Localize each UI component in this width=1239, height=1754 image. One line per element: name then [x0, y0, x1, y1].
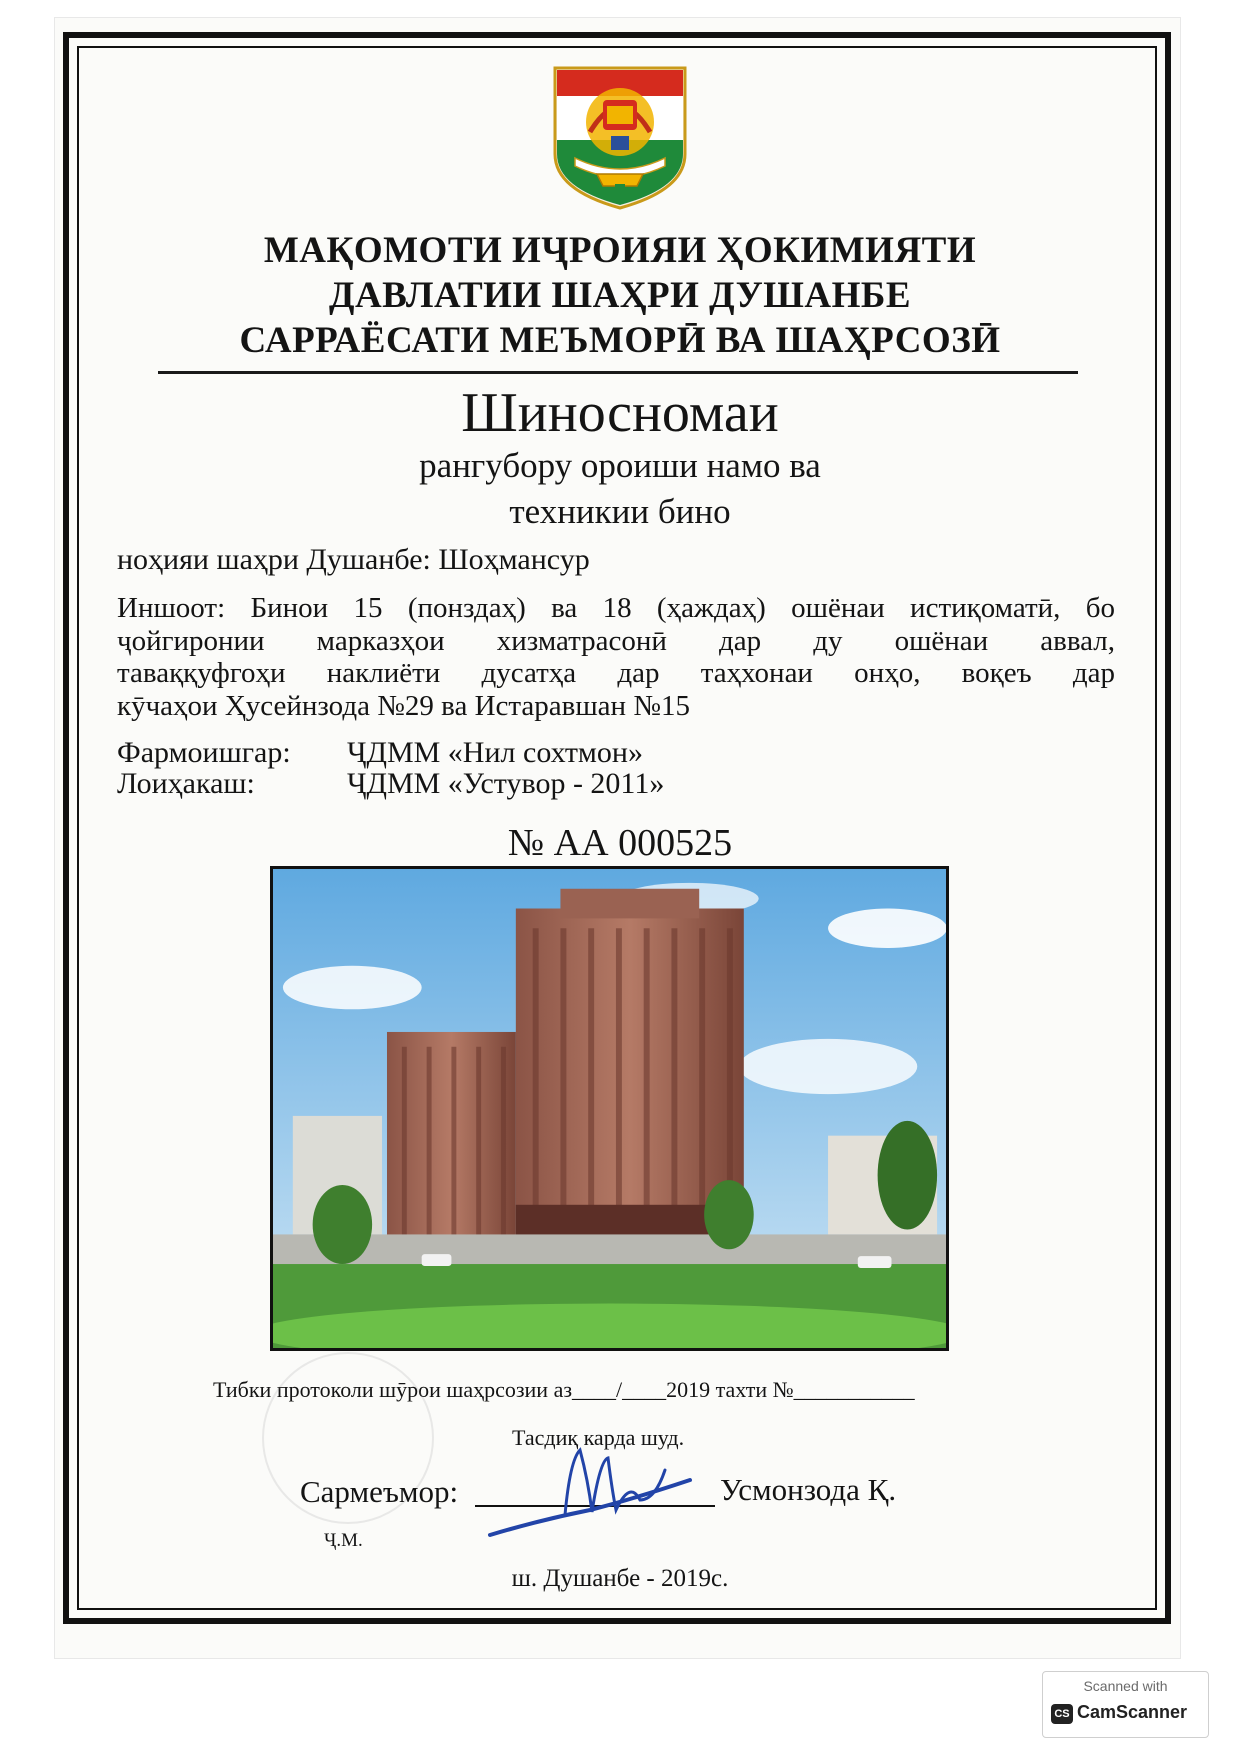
- approved-text: Тасдиқ карда шуд.: [512, 1425, 685, 1450]
- building-rendering-image: [270, 866, 949, 1351]
- customer-label: Фармоишгар:: [117, 736, 291, 769]
- header-line-3: САРРАЁСАТИ МЕЪМОРӢ ВА ШАҲРСОЗӢ: [239, 320, 1001, 361]
- facility-line: таваққуфгоҳи наклиёти дусатҳа дар таҳхонаи онҳо, воқеъ дар: [117, 657, 1115, 689]
- dushanbe-coat-of-arms-icon: [545, 62, 695, 212]
- customer-value: ҶДММ «Нил сохтмон»: [347, 736, 643, 769]
- district-line: ноҳияи шаҳри Душанбе: Шоҳмансур: [117, 543, 590, 576]
- camscanner-logo-icon: CS: [1051, 1704, 1073, 1724]
- header-line-1: МАҚОМОТИ ИҶРОИЯИ ҲОКИМИЯТИ: [263, 230, 977, 271]
- designer-label: Лоиҳакаш:: [117, 767, 255, 800]
- handwritten-signature: [480, 1440, 710, 1550]
- facility-line: ҷойгиронии марказҳои хизматрасонӣ дар ду ошёнаи аввал,: [117, 624, 1115, 657]
- document-title: Шиносномаи: [461, 382, 779, 444]
- customer-row: [117, 736, 643, 770]
- signature-label: Сармеъмор:: [300, 1474, 459, 1509]
- seal-mark-text: Ҷ.М.: [324, 1530, 363, 1551]
- scanner-name: CamScanner: [1077, 1702, 1188, 1722]
- place-and-date: ш. Душанбе - 2019с.: [511, 1565, 729, 1592]
- facility-line: кӯчаҳои Ҳусейнзода №29 ва Истаравшан №15: [117, 689, 690, 722]
- facility-line: Иншоот: Бинои 15 (понздаҳ) ва 18 (ҳаждаҳ) ошёнаи истиқоматӣ, бо: [117, 592, 1115, 624]
- designer-row: [117, 767, 664, 801]
- camscanner-watermark: [1042, 1671, 1209, 1738]
- document-subtitle-line-1: рангубору ороиши намо ва: [419, 446, 821, 485]
- document-subtitle-line-2: техникии бино: [509, 492, 731, 531]
- facility-description: [117, 592, 1115, 722]
- scanner-caption: Scanned with: [1083, 1678, 1168, 1694]
- protocol-line: Тибки протоколи шӯрои шаҳрсозии аз____/____2019 тахти №___________: [213, 1377, 915, 1402]
- signatory-name: Усмонзода Қ.: [720, 1472, 897, 1507]
- header-line-2: ДАВЛАТИИ ШАҲРИ ДУШАНБЕ: [328, 275, 911, 316]
- passport-number: № АА 000525: [507, 822, 733, 864]
- designer-value: ҶДММ «Устувор - 2011»: [347, 767, 665, 800]
- header-divider: [158, 371, 1078, 374]
